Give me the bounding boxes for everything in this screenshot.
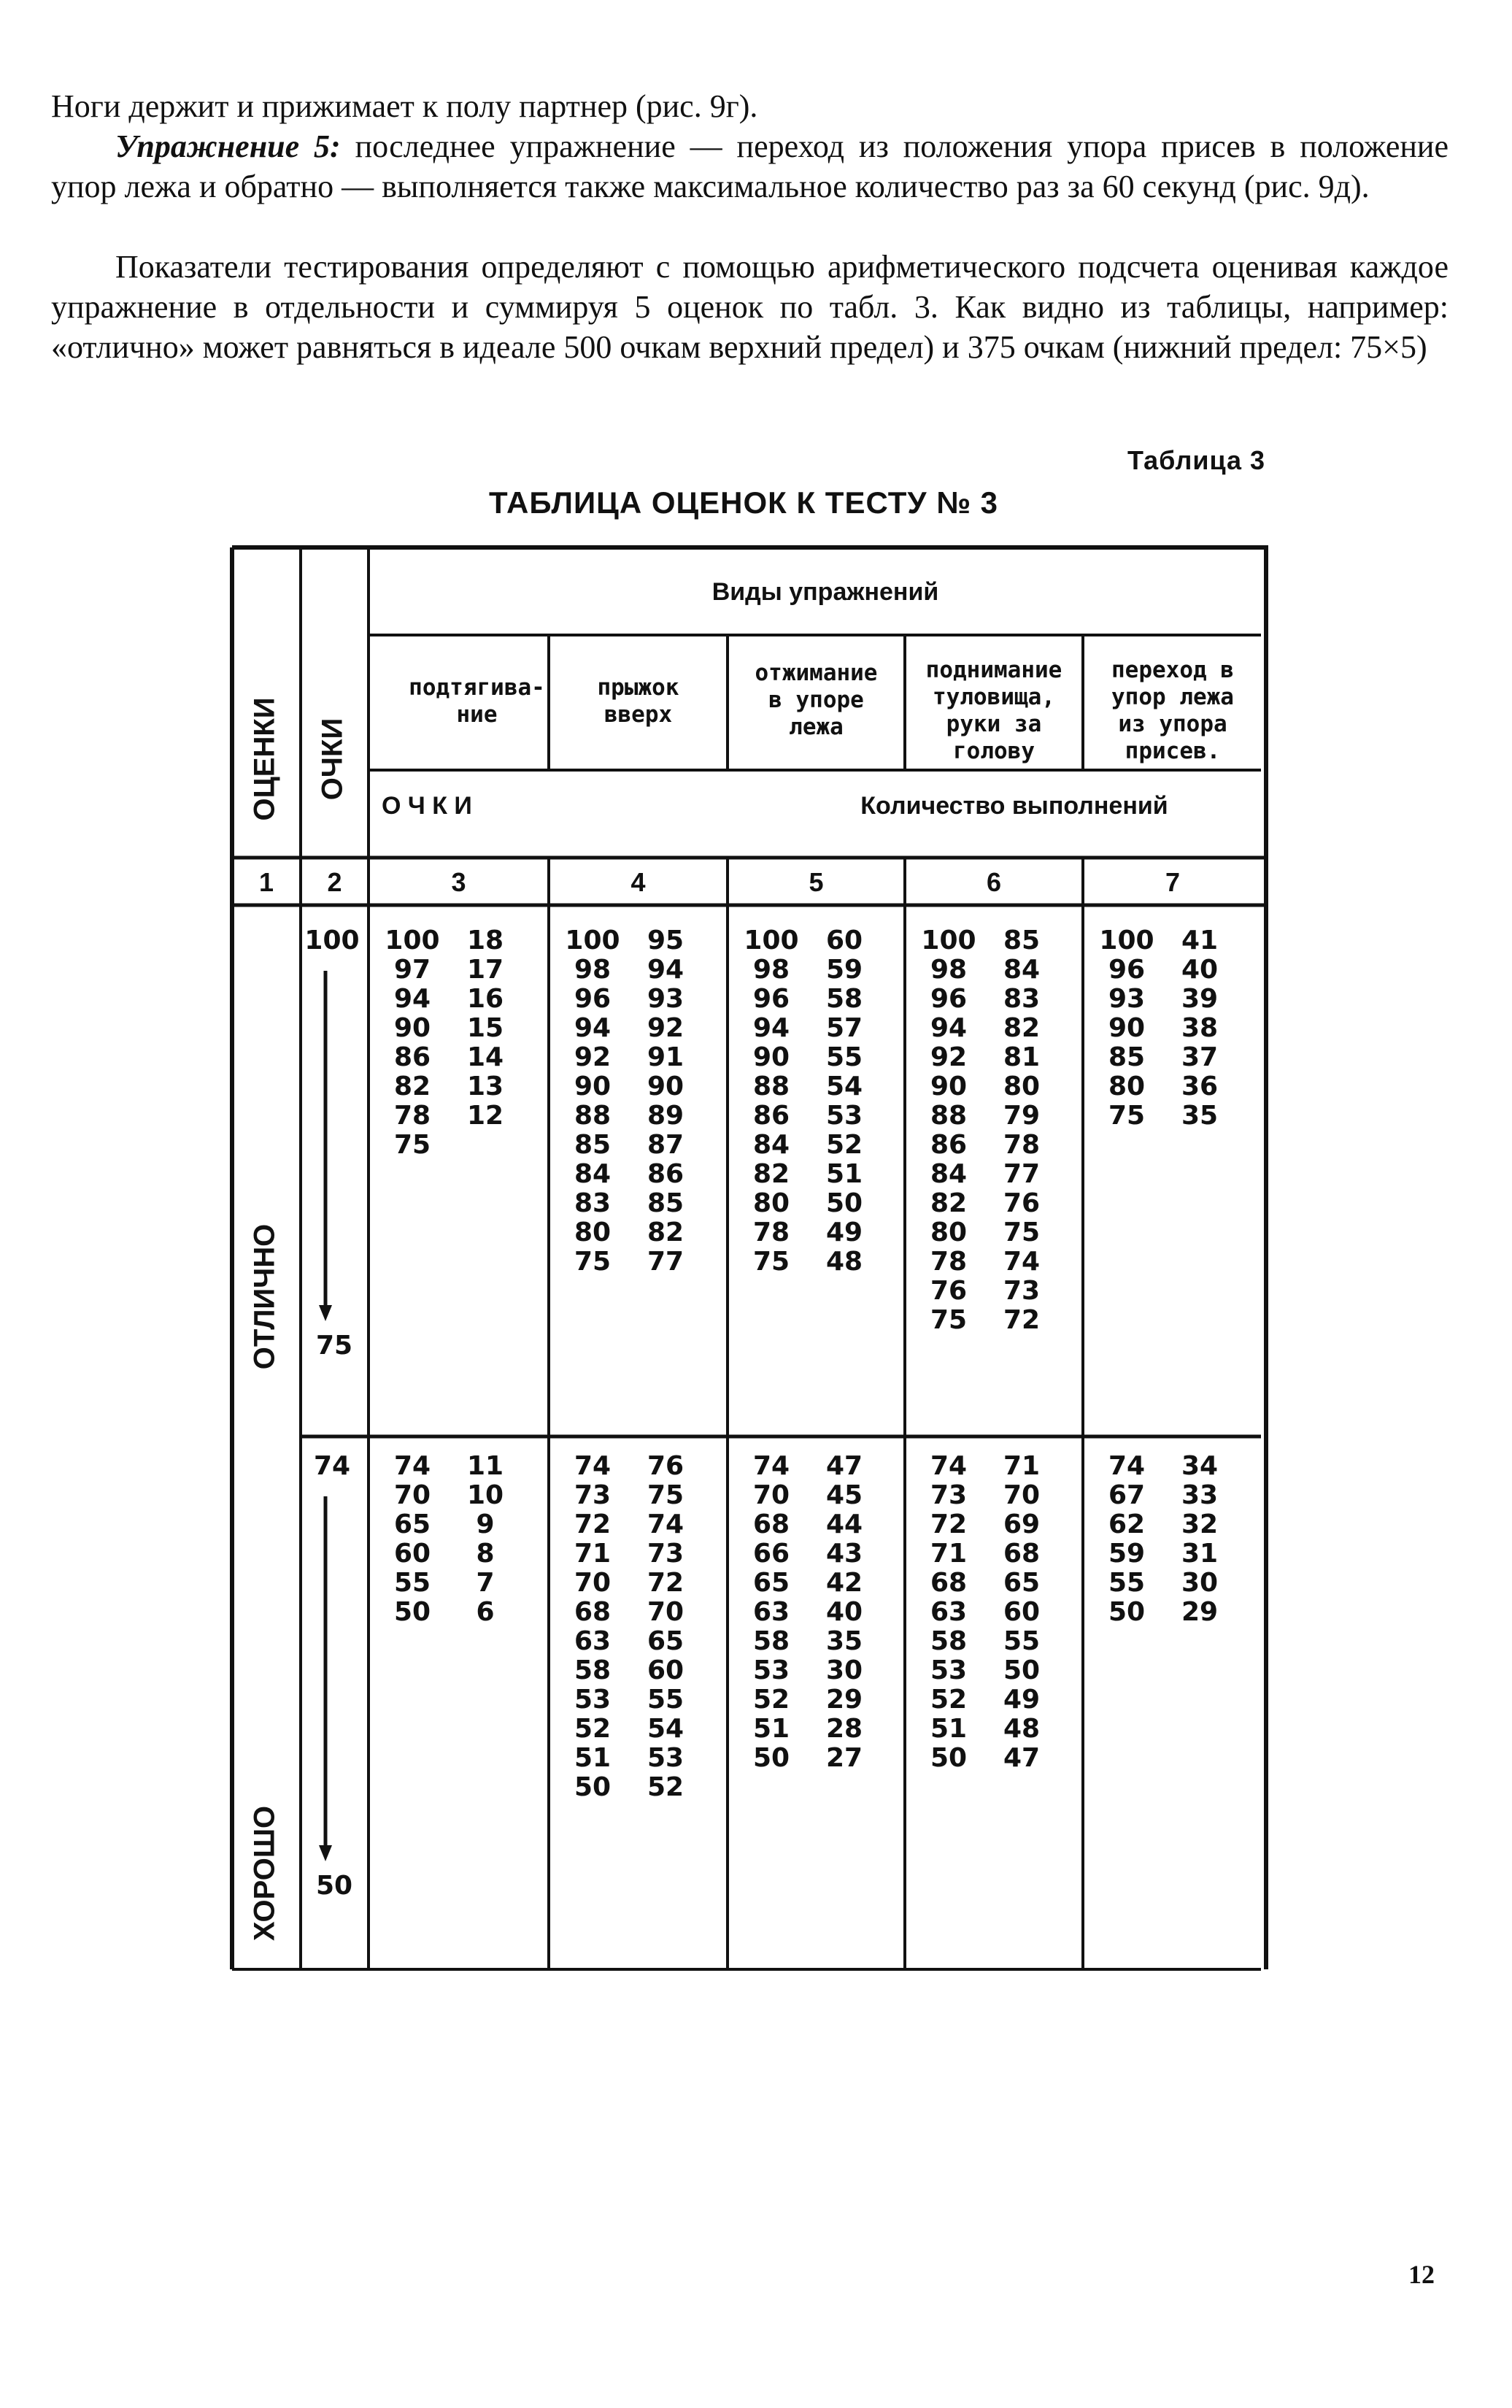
- cell-points: 78: [752, 1218, 790, 1247]
- cell-points: 58: [930, 1626, 968, 1656]
- cell-points: 94: [574, 1013, 612, 1043]
- cell-points: 98: [752, 955, 790, 985]
- cell-reps: 29: [1181, 1597, 1219, 1627]
- cell-reps: 89: [647, 1101, 684, 1131]
- arrow-head-icon: [319, 1845, 332, 1861]
- cell-points: 58: [752, 1626, 790, 1656]
- cell-reps: 6: [476, 1597, 495, 1627]
- cell-reps: 77: [1003, 1159, 1041, 1189]
- cell-reps: 27: [825, 1743, 863, 1773]
- cell-points: 93: [1108, 984, 1146, 1014]
- cell-reps: 35: [825, 1626, 863, 1656]
- exercise-header-5: упор лежа: [1111, 684, 1234, 710]
- cell-reps: 37: [1181, 1042, 1219, 1072]
- cell-reps: 76: [1003, 1188, 1041, 1218]
- table-labels: [249, 578, 1234, 1941]
- cell-points: 72: [574, 1509, 612, 1539]
- cell-reps: 16: [466, 984, 504, 1014]
- cell-points: 82: [930, 1188, 968, 1218]
- cell-reps: 42: [825, 1568, 863, 1598]
- cell-points: 92: [930, 1042, 968, 1072]
- cell-points: 52: [752, 1685, 790, 1715]
- cell-reps: 68: [1003, 1539, 1041, 1569]
- cell-points: 50: [930, 1743, 968, 1773]
- cell-points: 65: [393, 1509, 431, 1539]
- cell-points: 53: [752, 1655, 790, 1685]
- exercise-header-4: руки за: [946, 711, 1042, 737]
- exercise-5-text: последнее упражнение — переход из положения упора присев в положение упор лежа и обратно — выполняется также максимальное количество раз за 60 секунд (рис. 9д).: [51, 128, 1449, 204]
- cell-points: 94: [930, 1013, 968, 1043]
- column-number-1: 1: [258, 867, 274, 897]
- cell-reps: 50: [825, 1188, 863, 1218]
- cell-reps: 39: [1181, 984, 1219, 1014]
- cell-reps: 40: [1181, 955, 1219, 985]
- cell-points: 92: [574, 1042, 612, 1072]
- table-title: ТАБЛИЦА ОЦЕНОК К ТЕСТУ № 3: [489, 485, 999, 520]
- exercise-header-4: туловища,: [933, 684, 1055, 710]
- cell-points: 66: [752, 1539, 790, 1569]
- cell-points: 80: [1108, 1072, 1146, 1101]
- cell-reps: 52: [647, 1772, 684, 1802]
- cell-reps: 30: [1181, 1568, 1219, 1598]
- cell-reps: 86: [647, 1159, 684, 1189]
- cell-points: 90: [930, 1072, 968, 1101]
- cell-reps: 72: [647, 1568, 684, 1598]
- cell-points: 59: [1108, 1539, 1146, 1569]
- cell-reps: 47: [1003, 1743, 1041, 1773]
- cell-points: 71: [930, 1539, 968, 1569]
- cell-reps: 54: [825, 1072, 863, 1101]
- cell-points: 90: [752, 1042, 790, 1072]
- cell-points: 50: [752, 1743, 790, 1773]
- cell-reps: 92: [647, 1013, 684, 1043]
- cell-points: 75: [1108, 1101, 1146, 1131]
- cell-points: 55: [393, 1568, 431, 1598]
- points-bottom-excellent: 75: [315, 1331, 353, 1361]
- cell-points: 70: [393, 1480, 431, 1510]
- cell-reps: 11: [466, 1451, 504, 1481]
- cell-points: 68: [752, 1509, 790, 1539]
- cell-reps: 41: [1181, 926, 1219, 955]
- cell-points: 60: [393, 1539, 431, 1569]
- exercise-header-2: вверх: [603, 701, 673, 728]
- cell-points: 74: [930, 1451, 968, 1481]
- cell-points: 84: [930, 1159, 968, 1189]
- points-header-label: ОЧКИ: [316, 718, 349, 801]
- cell-reps: 72: [1003, 1305, 1041, 1335]
- cell-points: 51: [752, 1714, 790, 1744]
- cell-reps: 44: [825, 1509, 863, 1539]
- cell-points: 97: [393, 955, 431, 985]
- cell-points: 75: [930, 1305, 968, 1335]
- cell-reps: 15: [466, 1013, 504, 1043]
- cell-points: 90: [393, 1013, 431, 1043]
- cell-reps: 36: [1181, 1072, 1219, 1101]
- cell-reps: 53: [825, 1101, 863, 1131]
- cell-points: 75: [393, 1130, 431, 1160]
- cell-reps: 87: [647, 1130, 684, 1160]
- cell-points: 86: [930, 1130, 968, 1160]
- cell-reps: 78: [1003, 1130, 1041, 1160]
- cell-reps: 18: [466, 926, 504, 955]
- cell-points: 98: [574, 955, 612, 985]
- cell-points: 51: [574, 1743, 612, 1773]
- cell-points: 74: [752, 1451, 790, 1481]
- cell-reps: 69: [1003, 1509, 1041, 1539]
- cell-reps: 12: [466, 1101, 504, 1131]
- cell-reps: 75: [647, 1480, 684, 1510]
- grade-name-excellent: ОТЛИЧНО: [248, 1223, 281, 1370]
- cell-reps: 49: [825, 1218, 863, 1247]
- arrow-head-icon: [319, 1305, 332, 1321]
- cell-points: 98: [930, 955, 968, 985]
- cell-points: 63: [930, 1597, 968, 1627]
- cell-reps: 60: [1003, 1597, 1041, 1627]
- cell-points: 86: [393, 1042, 431, 1072]
- cell-points: 73: [574, 1480, 612, 1510]
- table-grid: [232, 547, 1268, 1969]
- cell-reps: 54: [647, 1714, 684, 1744]
- grade-name-good: ХОРОШО: [248, 1805, 281, 1942]
- cell-points: 96: [752, 984, 790, 1014]
- cell-points: 83: [574, 1188, 612, 1218]
- exercise-header-4: голову: [953, 738, 1035, 764]
- cell-points: 82: [752, 1159, 790, 1189]
- cell-reps: 29: [825, 1685, 863, 1715]
- cell-points: 96: [930, 984, 968, 1014]
- cell-reps: 60: [825, 926, 863, 955]
- cell-points: 75: [752, 1247, 790, 1277]
- cell-points: 52: [930, 1685, 968, 1715]
- cell-reps: 58: [825, 984, 863, 1014]
- cell-points: 96: [574, 984, 612, 1014]
- cell-reps: 91: [647, 1042, 684, 1072]
- cell-points: 68: [930, 1568, 968, 1598]
- exercise-header-4: поднимание: [925, 657, 1062, 683]
- column-number-6: 6: [986, 867, 1002, 897]
- cell-reps: 73: [647, 1539, 684, 1569]
- cell-points: 73: [930, 1480, 968, 1510]
- cell-reps: 93: [647, 984, 684, 1014]
- exercise-header-5: присев.: [1125, 738, 1221, 764]
- cell-reps: 71: [1003, 1451, 1041, 1481]
- exercise-header-3: лежа: [789, 714, 844, 740]
- cell-reps: 40: [825, 1597, 863, 1627]
- cell-reps: 10: [466, 1480, 504, 1510]
- cell-reps: 14: [466, 1042, 504, 1072]
- cell-points: 90: [574, 1072, 612, 1101]
- exercise-group-header: Виды упражнений: [711, 578, 939, 606]
- cell-points: 74: [574, 1451, 612, 1481]
- cell-reps: 85: [647, 1188, 684, 1218]
- cell-points: 100: [744, 926, 799, 955]
- table-cells: [304, 926, 1218, 1901]
- cell-points: 62: [1108, 1509, 1146, 1539]
- cell-reps: 70: [1003, 1480, 1041, 1510]
- column-number-5: 5: [809, 867, 824, 897]
- exercise-header-3: отжимание: [755, 660, 878, 686]
- cell-reps: 55: [825, 1042, 863, 1072]
- cell-reps: 34: [1181, 1451, 1219, 1481]
- cell-reps: 48: [1003, 1714, 1041, 1744]
- cell-reps: 57: [825, 1013, 863, 1043]
- column-number-7: 7: [1165, 867, 1181, 897]
- cell-reps: 84: [1003, 955, 1041, 985]
- cell-reps: 9: [476, 1509, 495, 1539]
- cell-reps: 48: [825, 1247, 863, 1277]
- cell-points: 100: [565, 926, 620, 955]
- page-number: 12: [1408, 2260, 1435, 2289]
- cell-reps: 70: [647, 1597, 684, 1627]
- cell-points: 96: [1108, 955, 1146, 985]
- cell-reps: 60: [647, 1655, 684, 1685]
- cell-reps: 38: [1181, 1013, 1219, 1043]
- cell-points: 76: [930, 1276, 968, 1306]
- cell-reps: 82: [1003, 1013, 1041, 1043]
- cell-points: 50: [1108, 1597, 1146, 1627]
- intro-line-1: Ноги держит и прижимает к полу партнер (рис. 9г).: [51, 88, 758, 124]
- cell-reps: 83: [1003, 984, 1041, 1014]
- cell-reps: 17: [466, 955, 504, 985]
- cell-points: 86: [752, 1101, 790, 1131]
- cell-points: 88: [574, 1101, 612, 1131]
- cell-points: 50: [393, 1597, 431, 1627]
- cell-points: 85: [1108, 1042, 1146, 1072]
- grades-header-label: ОЦЕНКИ: [248, 697, 281, 821]
- cell-points: 100: [385, 926, 440, 955]
- scoring-paragraph: Показатели тестирования определяют с помощью арифметического подсчета оценивая каждое упражнение в отдельности и суммируя 5 оценок по табл. 3. Как видно из таблицы, например: «отлично» может равняться в идеале 500 очкам верхний предел) и 375 очкам (нижний предел: 75×5): [51, 249, 1449, 365]
- cell-points: 75: [574, 1247, 612, 1277]
- cell-points: 80: [930, 1218, 968, 1247]
- cell-points: 70: [574, 1568, 612, 1598]
- column-number-3: 3: [451, 867, 466, 897]
- reps-row-label: Количество выполнений: [860, 792, 1168, 820]
- exercise-header-3: в упоре: [768, 687, 864, 713]
- cell-points: 85: [574, 1130, 612, 1160]
- exercise-header-2: прыжок: [597, 674, 679, 701]
- cell-points: 52: [574, 1714, 612, 1744]
- cell-reps: 59: [825, 955, 863, 985]
- cell-reps: 33: [1181, 1480, 1219, 1510]
- cell-reps: 81: [1003, 1042, 1041, 1072]
- cell-points: 71: [574, 1539, 612, 1569]
- exercise-header-1: ние: [456, 701, 498, 728]
- cell-points: 82: [393, 1072, 431, 1101]
- cell-points: 84: [752, 1130, 790, 1160]
- cell-reps: 32: [1181, 1509, 1219, 1539]
- cell-points: 88: [930, 1101, 968, 1131]
- cell-reps: 74: [1003, 1247, 1041, 1277]
- cell-points: 78: [393, 1101, 431, 1131]
- cell-reps: 73: [1003, 1276, 1041, 1306]
- points-top-good: 74: [313, 1451, 351, 1481]
- cell-points: 51: [930, 1714, 968, 1744]
- cell-reps: 13: [466, 1072, 504, 1101]
- cell-points: 80: [752, 1188, 790, 1218]
- cell-reps: 35: [1181, 1101, 1219, 1131]
- cell-points: 67: [1108, 1480, 1146, 1510]
- cell-points: 94: [393, 984, 431, 1014]
- cell-points: 53: [574, 1685, 612, 1715]
- cell-reps: 49: [1003, 1685, 1041, 1715]
- cell-reps: 76: [647, 1451, 684, 1481]
- cell-reps: 82: [647, 1218, 684, 1247]
- cell-points: 63: [574, 1626, 612, 1656]
- cell-points: 63: [752, 1597, 790, 1627]
- cell-reps: 65: [1003, 1568, 1041, 1598]
- cell-reps: 47: [825, 1451, 863, 1481]
- cell-points: 80: [574, 1218, 612, 1247]
- cell-reps: 43: [825, 1539, 863, 1569]
- column-number-4: 4: [630, 867, 646, 897]
- cell-reps: 50: [1003, 1655, 1041, 1685]
- cell-points: 100: [921, 926, 976, 955]
- exercise-header-5: из упора: [1118, 711, 1227, 737]
- cell-reps: 8: [476, 1539, 495, 1569]
- cell-points: 65: [752, 1568, 790, 1598]
- exercise-header-1: подтягива-: [409, 674, 545, 701]
- cell-reps: 65: [647, 1626, 684, 1656]
- cell-reps: 28: [825, 1714, 863, 1744]
- cell-points: 68: [574, 1597, 612, 1627]
- cell-reps: 80: [1003, 1072, 1041, 1101]
- exercise-5-label: Упражнение 5:: [115, 128, 341, 164]
- cell-reps: 30: [825, 1655, 863, 1685]
- cell-points: 55: [1108, 1568, 1146, 1598]
- cell-points: 50: [574, 1772, 612, 1802]
- exercise-header-5: переход в: [1111, 657, 1234, 683]
- cell-reps: 74: [647, 1509, 684, 1539]
- cell-reps: 90: [647, 1072, 684, 1101]
- cell-reps: 55: [1003, 1626, 1041, 1656]
- cell-points: 74: [1108, 1451, 1146, 1481]
- cell-reps: 55: [647, 1685, 684, 1715]
- cell-reps: 77: [647, 1247, 684, 1277]
- cell-points: 88: [752, 1072, 790, 1101]
- cell-points: 53: [930, 1655, 968, 1685]
- cell-reps: 7: [476, 1568, 495, 1598]
- cell-reps: 75: [1003, 1218, 1041, 1247]
- cell-reps: 52: [825, 1130, 863, 1160]
- cell-reps: 31: [1181, 1539, 1219, 1569]
- cell-points: 58: [574, 1655, 612, 1685]
- points-row-label: О Ч К И: [382, 792, 472, 820]
- points-top-excellent: 100: [304, 926, 360, 955]
- cell-points: 84: [574, 1159, 612, 1189]
- cell-reps: 53: [647, 1743, 684, 1773]
- cell-reps: 94: [647, 955, 684, 985]
- cell-reps: 45: [825, 1480, 863, 1510]
- cell-points: 90: [1108, 1013, 1146, 1043]
- cell-reps: 95: [647, 926, 684, 955]
- column-number-2: 2: [327, 867, 342, 897]
- cell-points: 74: [393, 1451, 431, 1481]
- cell-points: 78: [930, 1247, 968, 1277]
- points-bottom-good: 50: [315, 1871, 353, 1901]
- cell-points: 100: [1099, 926, 1154, 955]
- cell-reps: 85: [1003, 926, 1041, 955]
- cell-points: 70: [752, 1480, 790, 1510]
- table-caption: Таблица 3: [1127, 445, 1266, 475]
- cell-points: 72: [930, 1509, 968, 1539]
- cell-points: 94: [752, 1013, 790, 1043]
- cell-reps: 51: [825, 1159, 863, 1189]
- cell-reps: 79: [1003, 1101, 1041, 1131]
